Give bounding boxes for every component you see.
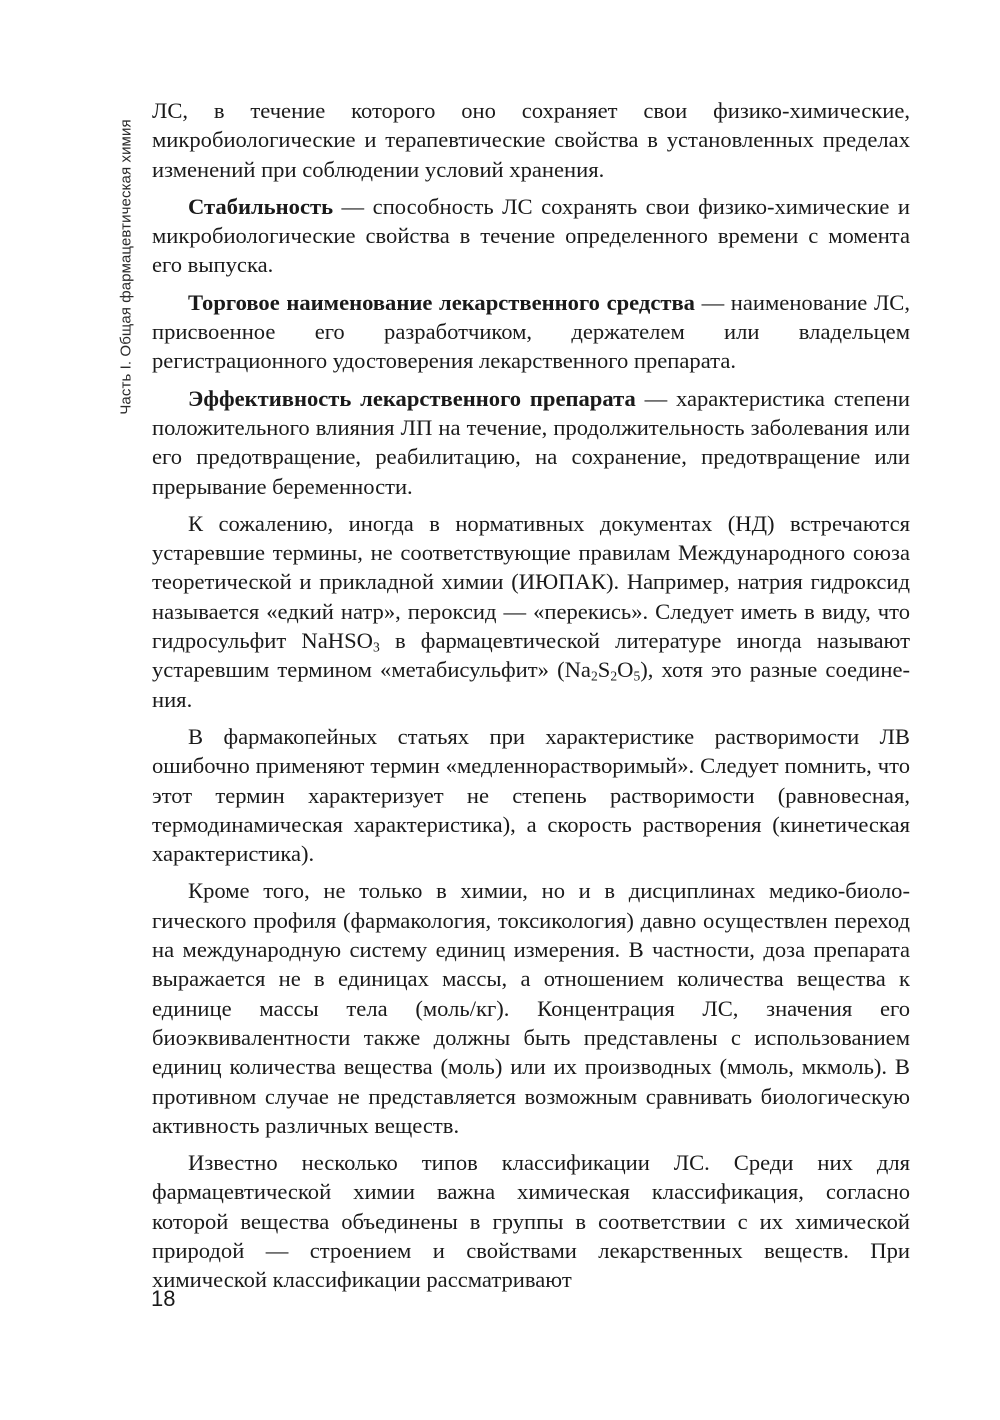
term-trade-name: Торговое наименование лекарственного средства [188,289,695,315]
paragraph-text: ЛС, в течение которого оно сохраняет свои физико-химические, микробиологические и терапевтические свойства в установленных пределах изменений при соблюдении условий хранения. [152,98,910,182]
paragraph-text: В фармакопейных статьях при характеристике растворимости ЛВ ошибочно применяют термин «медленнорастворимый». Следует помнить, что этот термин характеризует не степень растворимости (равновесная, термодинамическая характеристика), а скорость растворения (кинетическая характеристика). [152,723,910,867]
page-number: 18 [151,1286,176,1311]
paragraph-classification [152,1148,910,1294]
definition-text: — способность ЛС сохранять свои физико-химические и микробиологические свойства в течение определенного времени с момента его выпуска. [152,193,910,278]
paragraph-text: К сожалению, иногда в нормативных документах (НД) встречаются устаревшие термины, не соответствующие правилам Международного союза теоретической и прикладной химии (ИЮПАК). Например, натрия гидроксид называется «едкий натр», пероксид — «перекись». Следует иметь в виду, что гидросульфит [152,510,910,654]
definition-stability [152,192,910,280]
paragraph-si-units [152,876,910,1140]
formula-nahso3: NaHSO$_3$ [301,628,380,655]
definition-text: — наименование ЛС, присвоенное его разработчиком, держателем или владельцем регистрационного удостоверения лекарственного препарата. [152,289,910,374]
definition-text: — характеристика степени положительного влияния ЛП на течение, продолжительность заболевания или его предотвращение, реабилитацию, на сохранение, предотвращение или прерывание беременности. [152,385,910,499]
paragraph-text: ), хотя это разные соединения. [152,657,911,712]
paragraph-solubility [152,722,910,868]
paragraph-terminology [152,509,910,714]
definition-trade-name [152,288,910,376]
formula-na2s2o5: $Na_2S_2O_5$ [564,657,641,684]
term-efficacy: Эффективность лекарственного препарата [188,385,636,411]
body-text [152,96,910,1295]
paragraph-text: в фармацевтической литературе иногда называют устаревшим термином «метабисульфит» ( [152,628,910,683]
paragraph-text: Кроме того, не только в химии, но и в дисциплинах медико-биологического профиля (фармакология, токсикология) давно осуществлен переход на международную систему единиц измерения. В частности, доза препарата выражается не в единицах массы, а отношением количества вещества к единице массы тела (моль/кг). Концентрация ЛС, значения его биоэквивалентности также должны быть представлены с использованием единиц количества вещества (моль) или их производных (ммоль, мкмоль). В противном случае не представляется возможным сравнивать биологическую активность различных веществ. [152,878,910,1138]
term-stability: Стабильность [188,193,334,219]
paragraph-text: Известно несколько типов классификации ЛС. Среди них для фармацевтической химии важна химическая классификация, согласно которой вещества объединены в группы в соответствии с их химической природой — строением и свойствами лекарственных веществ. При химической классификации рассматривают [152,1150,910,1293]
paragraph-continuation [152,96,910,184]
definition-efficacy [152,384,910,501]
running-head: Часть I. Общая фармацевтическая химия [117,119,135,415]
